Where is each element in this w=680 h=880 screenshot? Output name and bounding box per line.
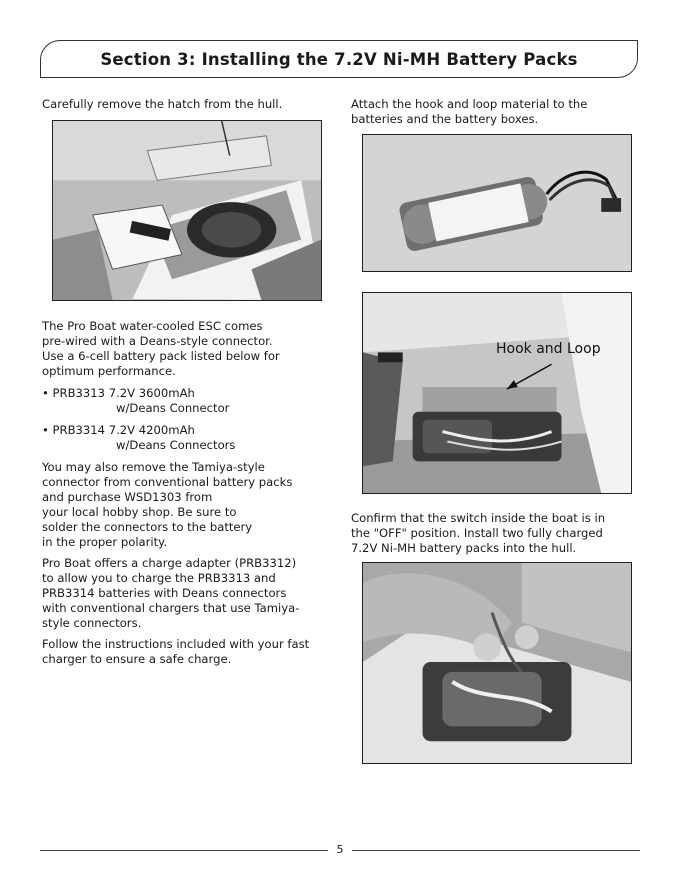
section-title: Section 3: Installing the 7.2V Ni-MH Battery Packs (100, 49, 578, 69)
hook-and-loop-callout: Hook and Loop (496, 341, 601, 357)
page-number: 5 (336, 843, 344, 856)
footer-rule-right (352, 850, 640, 851)
hook-and-loop-photo (362, 292, 632, 494)
attach-paragraph: Attach the hook and loop material to the batteries and the battery boxes. (351, 97, 588, 126)
follow-paragraph: Follow the instructions included with your fast charger to ensure a safe charge. (42, 637, 310, 666)
adapter-paragraph: Pro Boat offers a charge adapter (PRB3312) to allow you to charge the PRB3313 and PRB3314 batteries with Deans connectors with conventional chargers that use Tamiya- style connectors. (42, 556, 300, 630)
hatch-removal-photo (52, 120, 322, 301)
confirm-paragraph: Confirm that the switch inside the boat is in the "OFF" position. Install two fully charged 7.2V Ni-MH battery packs into the hull. (351, 511, 606, 555)
battery-option-2: • PRB3314 7.2V 4200mAh w/Deans Connectors (42, 423, 236, 452)
footer-rule-left (40, 850, 328, 851)
intro-text: Carefully remove the hatch from the hull. (42, 97, 283, 111)
battery-option-1: • PRB3313 7.2V 3600mAh w/Deans Connector (42, 386, 230, 415)
battery-pack-photo (362, 134, 632, 272)
section-header (40, 40, 638, 78)
battery-install-photo (362, 562, 632, 764)
esc-paragraph: The Pro Boat water-cooled ESC comes pre-wired with a Deans-style connector. Use a 6-cell battery pack listed below for optimum performance. (42, 319, 280, 378)
tamiya-paragraph: You may also remove the Tamiya-style connector from conventional battery packs and purchase WSD1303 from your local hobby shop. Be sure to solder the connectors to the battery in the proper polarity. (42, 460, 293, 549)
